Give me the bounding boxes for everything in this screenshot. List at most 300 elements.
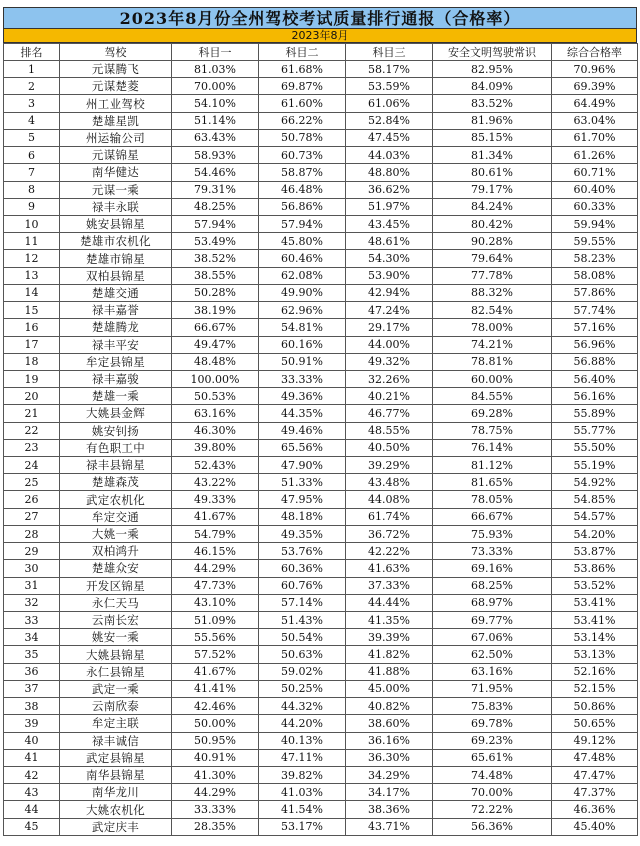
overall-rate-cell: 60.33% — [552, 198, 638, 215]
safe-driving-cell: 71.95% — [433, 680, 552, 697]
table-row — [4, 112, 638, 129]
subject-three-cell: 40.50% — [346, 439, 433, 456]
school-cell: 元谋锦星 — [60, 147, 172, 164]
subject-two-cell: 69.87% — [259, 78, 346, 95]
subject-three-cell: 43.45% — [346, 215, 433, 232]
overall-rate-cell: 54.57% — [552, 508, 638, 525]
subject-two-cell: 49.46% — [259, 422, 346, 439]
subject-two-cell: 41.03% — [259, 784, 346, 801]
safe-driving-cell: 79.17% — [433, 181, 552, 198]
safe-driving-cell: 73.33% — [433, 543, 552, 560]
subject-two-cell: 59.02% — [259, 663, 346, 680]
table-row — [4, 388, 638, 405]
safe-driving-cell: 80.42% — [433, 215, 552, 232]
school-cell: 禄丰县锦星 — [60, 457, 172, 474]
safe-driving-cell: 74.21% — [433, 336, 552, 353]
subject-one-cell: 48.25% — [172, 198, 259, 215]
subject-two-cell: 62.96% — [259, 302, 346, 319]
overall-rate-cell: 59.55% — [552, 233, 638, 250]
table-row — [4, 233, 638, 250]
rank-cell: 16 — [4, 319, 60, 336]
overall-rate-cell: 46.36% — [552, 801, 638, 818]
school-cell: 武定一乘 — [60, 680, 172, 697]
subject-one-cell: 46.30% — [172, 422, 259, 439]
ranking-table — [3, 43, 638, 836]
subject-two-cell: 44.20% — [259, 715, 346, 732]
subject-three-cell: 46.77% — [346, 405, 433, 422]
school-cell: 永仁天马 — [60, 594, 172, 611]
safe-driving-cell: 69.28% — [433, 405, 552, 422]
rank-cell: 37 — [4, 680, 60, 697]
school-cell: 楚雄市锦星 — [60, 250, 172, 267]
table-row — [4, 629, 638, 646]
school-cell: 大姚县锦星 — [60, 646, 172, 663]
header-rank: 排名 — [4, 44, 60, 61]
table-row — [4, 302, 638, 319]
table-row — [4, 215, 638, 232]
overall-rate-cell: 63.04% — [552, 112, 638, 129]
page-title: 2023年8月份全州驾校考试质量排行通报（合格率） — [3, 7, 637, 29]
overall-rate-cell: 50.86% — [552, 698, 638, 715]
school-cell: 元谋腾飞 — [60, 61, 172, 78]
subject-two-cell: 39.82% — [259, 766, 346, 783]
subject-three-cell: 43.71% — [346, 818, 433, 835]
subject-two-cell: 62.08% — [259, 267, 346, 284]
subject-three-cell: 41.88% — [346, 663, 433, 680]
table-row — [4, 680, 638, 697]
overall-rate-cell: 53.41% — [552, 612, 638, 629]
overall-rate-cell: 53.13% — [552, 646, 638, 663]
header-overall-rate: 综合合格率 — [552, 44, 638, 61]
subject-three-cell: 40.21% — [346, 388, 433, 405]
rank-cell: 41 — [4, 749, 60, 766]
subject-three-cell: 47.24% — [346, 302, 433, 319]
school-cell: 武定县锦星 — [60, 749, 172, 766]
rank-cell: 24 — [4, 457, 60, 474]
overall-rate-cell: 53.52% — [552, 577, 638, 594]
safe-driving-cell: 90.28% — [433, 233, 552, 250]
rank-cell: 17 — [4, 336, 60, 353]
school-cell: 元谋一乘 — [60, 181, 172, 198]
subject-three-cell: 36.62% — [346, 181, 433, 198]
subject-three-cell: 42.94% — [346, 284, 433, 301]
school-cell: 楚雄众安 — [60, 560, 172, 577]
overall-rate-cell: 53.87% — [552, 543, 638, 560]
overall-rate-cell: 53.41% — [552, 594, 638, 611]
subject-one-cell: 50.95% — [172, 732, 259, 749]
overall-rate-cell: 55.77% — [552, 422, 638, 439]
subject-two-cell: 54.81% — [259, 319, 346, 336]
school-cell: 姚安钊扬 — [60, 422, 172, 439]
safe-driving-cell: 77.78% — [433, 267, 552, 284]
subject-one-cell: 39.80% — [172, 439, 259, 456]
subject-one-cell: 33.33% — [172, 801, 259, 818]
subject-two-cell: 51.33% — [259, 474, 346, 491]
rank-cell: 27 — [4, 508, 60, 525]
table-row — [4, 612, 638, 629]
table-row — [4, 784, 638, 801]
safe-driving-cell: 69.77% — [433, 612, 552, 629]
safe-driving-cell: 70.00% — [433, 784, 552, 801]
table-row — [4, 457, 638, 474]
table-row — [4, 474, 638, 491]
rank-cell: 39 — [4, 715, 60, 732]
subject-three-cell: 52.84% — [346, 112, 433, 129]
safe-driving-cell: 62.50% — [433, 646, 552, 663]
subject-two-cell: 50.91% — [259, 353, 346, 370]
table-row — [4, 543, 638, 560]
subject-three-cell: 36.16% — [346, 732, 433, 749]
school-cell: 禄丰诚信 — [60, 732, 172, 749]
table-row — [4, 78, 638, 95]
subject-two-cell: 51.43% — [259, 612, 346, 629]
subject-one-cell: 50.00% — [172, 715, 259, 732]
rank-cell: 15 — [4, 302, 60, 319]
safe-driving-cell: 85.15% — [433, 129, 552, 146]
overall-rate-cell: 50.65% — [552, 715, 638, 732]
subject-one-cell: 48.48% — [172, 353, 259, 370]
subject-one-cell: 51.09% — [172, 612, 259, 629]
rank-cell: 22 — [4, 422, 60, 439]
subject-three-cell: 61.74% — [346, 508, 433, 525]
subject-three-cell: 49.32% — [346, 353, 433, 370]
table-row — [4, 715, 638, 732]
rank-cell: 35 — [4, 646, 60, 663]
table-row — [4, 698, 638, 715]
overall-rate-cell: 45.40% — [552, 818, 638, 835]
school-cell: 州运输公司 — [60, 129, 172, 146]
subject-one-cell: 28.35% — [172, 818, 259, 835]
subject-one-cell: 41.67% — [172, 663, 259, 680]
overall-rate-cell: 61.70% — [552, 129, 638, 146]
subject-one-cell: 44.29% — [172, 560, 259, 577]
overall-rate-cell: 54.20% — [552, 525, 638, 542]
subject-two-cell: 57.94% — [259, 215, 346, 232]
subject-two-cell: 61.68% — [259, 61, 346, 78]
table-row — [4, 129, 638, 146]
safe-driving-cell: 76.14% — [433, 439, 552, 456]
school-cell: 姚安县锦星 — [60, 215, 172, 232]
subject-two-cell: 49.36% — [259, 388, 346, 405]
overall-rate-cell: 61.26% — [552, 147, 638, 164]
table-row — [4, 61, 638, 78]
table-row — [4, 560, 638, 577]
overall-rate-cell: 49.12% — [552, 732, 638, 749]
subject-two-cell: 61.60% — [259, 95, 346, 112]
subject-three-cell: 36.72% — [346, 525, 433, 542]
safe-driving-cell: 72.22% — [433, 801, 552, 818]
rank-cell: 2 — [4, 78, 60, 95]
rank-cell: 1 — [4, 61, 60, 78]
school-cell: 开发区锦星 — [60, 577, 172, 594]
rank-cell: 13 — [4, 267, 60, 284]
subject-two-cell: 58.87% — [259, 164, 346, 181]
table-row — [4, 749, 638, 766]
safe-driving-cell: 75.83% — [433, 698, 552, 715]
subject-three-cell: 34.17% — [346, 784, 433, 801]
subject-two-cell: 49.90% — [259, 284, 346, 301]
subject-three-cell: 37.33% — [346, 577, 433, 594]
rank-cell: 32 — [4, 594, 60, 611]
rank-cell: 12 — [4, 250, 60, 267]
rank-cell: 44 — [4, 801, 60, 818]
subject-one-cell: 100.00% — [172, 370, 259, 387]
overall-rate-cell: 60.40% — [552, 181, 638, 198]
subject-three-cell: 44.08% — [346, 491, 433, 508]
table-row — [4, 422, 638, 439]
safe-driving-cell: 68.25% — [433, 577, 552, 594]
subject-three-cell: 53.59% — [346, 78, 433, 95]
rank-cell: 40 — [4, 732, 60, 749]
subject-three-cell: 38.60% — [346, 715, 433, 732]
subject-two-cell: 48.18% — [259, 508, 346, 525]
rank-cell: 3 — [4, 95, 60, 112]
overall-rate-cell: 56.40% — [552, 370, 638, 387]
safe-driving-cell: 65.61% — [433, 749, 552, 766]
overall-rate-cell: 53.14% — [552, 629, 638, 646]
subject-one-cell: 57.94% — [172, 215, 259, 232]
school-cell: 武定农机化 — [60, 491, 172, 508]
subject-one-cell: 81.03% — [172, 61, 259, 78]
overall-rate-cell: 54.85% — [552, 491, 638, 508]
rank-cell: 9 — [4, 198, 60, 215]
subject-two-cell: 57.14% — [259, 594, 346, 611]
table-row — [4, 147, 638, 164]
subject-two-cell: 50.63% — [259, 646, 346, 663]
rank-cell: 23 — [4, 439, 60, 456]
rank-cell: 43 — [4, 784, 60, 801]
subject-three-cell: 40.82% — [346, 698, 433, 715]
school-cell: 武定庆丰 — [60, 818, 172, 835]
overall-rate-cell: 58.23% — [552, 250, 638, 267]
subject-three-cell: 34.29% — [346, 766, 433, 783]
rank-cell: 36 — [4, 663, 60, 680]
overall-rate-cell: 60.71% — [552, 164, 638, 181]
safe-driving-cell: 69.23% — [433, 732, 552, 749]
overall-rate-cell: 55.89% — [552, 405, 638, 422]
overall-rate-cell: 57.86% — [552, 284, 638, 301]
subject-three-cell: 53.90% — [346, 267, 433, 284]
subject-three-cell: 47.45% — [346, 129, 433, 146]
table-row — [4, 508, 638, 525]
safe-driving-cell: 82.95% — [433, 61, 552, 78]
subject-two-cell: 53.17% — [259, 818, 346, 835]
safe-driving-cell: 56.36% — [433, 818, 552, 835]
table-row — [4, 267, 638, 284]
subject-two-cell: 60.16% — [259, 336, 346, 353]
subject-three-cell: 61.06% — [346, 95, 433, 112]
table-row — [4, 336, 638, 353]
subject-two-cell: 50.54% — [259, 629, 346, 646]
table-row — [4, 801, 638, 818]
table-row — [4, 250, 638, 267]
subject-two-cell: 50.78% — [259, 129, 346, 146]
safe-driving-cell: 66.67% — [433, 508, 552, 525]
safe-driving-cell: 79.64% — [433, 250, 552, 267]
table-row — [4, 732, 638, 749]
subject-three-cell: 42.22% — [346, 543, 433, 560]
rank-cell: 29 — [4, 543, 60, 560]
safe-driving-cell: 63.16% — [433, 663, 552, 680]
table-row — [4, 405, 638, 422]
table-row — [4, 353, 638, 370]
safe-driving-cell: 81.65% — [433, 474, 552, 491]
safe-driving-cell: 60.00% — [433, 370, 552, 387]
subject-three-cell: 51.97% — [346, 198, 433, 215]
overall-rate-cell: 57.16% — [552, 319, 638, 336]
subject-two-cell: 60.36% — [259, 560, 346, 577]
period-subtitle: 2023年8月 — [3, 29, 637, 43]
subject-one-cell: 40.91% — [172, 749, 259, 766]
rank-cell: 20 — [4, 388, 60, 405]
safe-driving-cell: 81.34% — [433, 147, 552, 164]
subject-three-cell: 44.03% — [346, 147, 433, 164]
school-cell: 楚雄市农机化 — [60, 233, 172, 250]
subject-one-cell: 50.53% — [172, 388, 259, 405]
subject-three-cell: 41.82% — [346, 646, 433, 663]
school-cell: 楚雄星凯 — [60, 112, 172, 129]
safe-driving-cell: 78.75% — [433, 422, 552, 439]
table-row — [4, 181, 638, 198]
header-school: 驾校 — [60, 44, 172, 61]
safe-driving-cell: 83.52% — [433, 95, 552, 112]
subject-one-cell: 66.67% — [172, 319, 259, 336]
table-row — [4, 370, 638, 387]
subject-three-cell: 58.17% — [346, 61, 433, 78]
header-subject-three: 科目三 — [346, 44, 433, 61]
safe-driving-cell: 88.32% — [433, 284, 552, 301]
school-cell: 双柏县锦星 — [60, 267, 172, 284]
subject-three-cell: 45.00% — [346, 680, 433, 697]
safe-driving-cell: 67.06% — [433, 629, 552, 646]
rank-cell: 26 — [4, 491, 60, 508]
overall-rate-cell: 54.92% — [552, 474, 638, 491]
table-row — [4, 646, 638, 663]
safe-driving-cell: 74.48% — [433, 766, 552, 783]
subject-two-cell: 56.86% — [259, 198, 346, 215]
overall-rate-cell: 69.39% — [552, 78, 638, 95]
subject-one-cell: 43.22% — [172, 474, 259, 491]
school-cell: 牟定主联 — [60, 715, 172, 732]
subject-two-cell: 53.76% — [259, 543, 346, 560]
subject-one-cell: 44.29% — [172, 784, 259, 801]
subject-one-cell: 49.33% — [172, 491, 259, 508]
table-row — [4, 525, 638, 542]
subject-one-cell: 50.28% — [172, 284, 259, 301]
subject-one-cell: 41.67% — [172, 508, 259, 525]
subject-two-cell: 33.33% — [259, 370, 346, 387]
safe-driving-cell: 75.93% — [433, 525, 552, 542]
subject-one-cell: 55.56% — [172, 629, 259, 646]
safe-driving-cell: 84.24% — [433, 198, 552, 215]
subject-one-cell: 70.00% — [172, 78, 259, 95]
safe-driving-cell: 84.09% — [433, 78, 552, 95]
subject-one-cell: 38.55% — [172, 267, 259, 284]
school-cell: 元谋楚菱 — [60, 78, 172, 95]
subject-two-cell: 47.95% — [259, 491, 346, 508]
school-cell: 有色职工中 — [60, 439, 172, 456]
table-row — [4, 766, 638, 783]
rank-cell: 30 — [4, 560, 60, 577]
table-body — [4, 61, 638, 836]
table-row — [4, 577, 638, 594]
subject-three-cell: 38.36% — [346, 801, 433, 818]
subject-three-cell: 39.29% — [346, 457, 433, 474]
table-row — [4, 198, 638, 215]
subject-two-cell: 47.90% — [259, 457, 346, 474]
rank-cell: 18 — [4, 353, 60, 370]
subject-two-cell: 60.76% — [259, 577, 346, 594]
subject-two-cell: 45.80% — [259, 233, 346, 250]
overall-rate-cell: 55.50% — [552, 439, 638, 456]
school-cell: 禄丰嘉骏 — [60, 370, 172, 387]
school-cell: 州工业驾校 — [60, 95, 172, 112]
overall-rate-cell: 56.96% — [552, 336, 638, 353]
overall-rate-cell: 47.47% — [552, 766, 638, 783]
rank-cell: 7 — [4, 164, 60, 181]
safe-driving-cell: 68.97% — [433, 594, 552, 611]
safe-driving-cell: 69.78% — [433, 715, 552, 732]
subject-one-cell: 54.79% — [172, 525, 259, 542]
table-row — [4, 164, 638, 181]
rank-cell: 10 — [4, 215, 60, 232]
subject-one-cell: 38.19% — [172, 302, 259, 319]
header-subject-two: 科目二 — [259, 44, 346, 61]
subject-three-cell: 44.44% — [346, 594, 433, 611]
overall-rate-cell: 58.08% — [552, 267, 638, 284]
overall-rate-cell: 70.96% — [552, 61, 638, 78]
overall-rate-cell: 47.48% — [552, 749, 638, 766]
subject-one-cell: 57.52% — [172, 646, 259, 663]
rank-cell: 5 — [4, 129, 60, 146]
subject-three-cell: 32.26% — [346, 370, 433, 387]
overall-rate-cell: 53.86% — [552, 560, 638, 577]
table-row — [4, 594, 638, 611]
subject-two-cell: 50.25% — [259, 680, 346, 697]
subject-two-cell: 40.13% — [259, 732, 346, 749]
rank-cell: 8 — [4, 181, 60, 198]
subject-one-cell: 63.16% — [172, 405, 259, 422]
school-cell: 南华县锦星 — [60, 766, 172, 783]
subject-two-cell: 65.56% — [259, 439, 346, 456]
rank-cell: 28 — [4, 525, 60, 542]
subject-one-cell: 53.49% — [172, 233, 259, 250]
subject-one-cell: 54.10% — [172, 95, 259, 112]
subject-one-cell: 51.14% — [172, 112, 259, 129]
subject-three-cell: 48.55% — [346, 422, 433, 439]
subject-three-cell: 48.80% — [346, 164, 433, 181]
subject-one-cell: 52.43% — [172, 457, 259, 474]
rank-cell: 21 — [4, 405, 60, 422]
subject-three-cell: 39.39% — [346, 629, 433, 646]
school-cell: 牟定县锦星 — [60, 353, 172, 370]
school-cell: 姚安一乘 — [60, 629, 172, 646]
school-cell: 双柏鸿升 — [60, 543, 172, 560]
school-cell: 云南欣泰 — [60, 698, 172, 715]
rank-cell: 6 — [4, 147, 60, 164]
safe-driving-cell: 81.12% — [433, 457, 552, 474]
school-cell: 楚雄腾龙 — [60, 319, 172, 336]
overall-rate-cell: 52.15% — [552, 680, 638, 697]
overall-rate-cell: 56.16% — [552, 388, 638, 405]
subject-one-cell: 58.93% — [172, 147, 259, 164]
subject-one-cell: 38.52% — [172, 250, 259, 267]
safe-driving-cell: 78.05% — [433, 491, 552, 508]
rank-cell: 31 — [4, 577, 60, 594]
subject-one-cell: 43.10% — [172, 594, 259, 611]
subject-three-cell: 29.17% — [346, 319, 433, 336]
subject-two-cell: 49.35% — [259, 525, 346, 542]
